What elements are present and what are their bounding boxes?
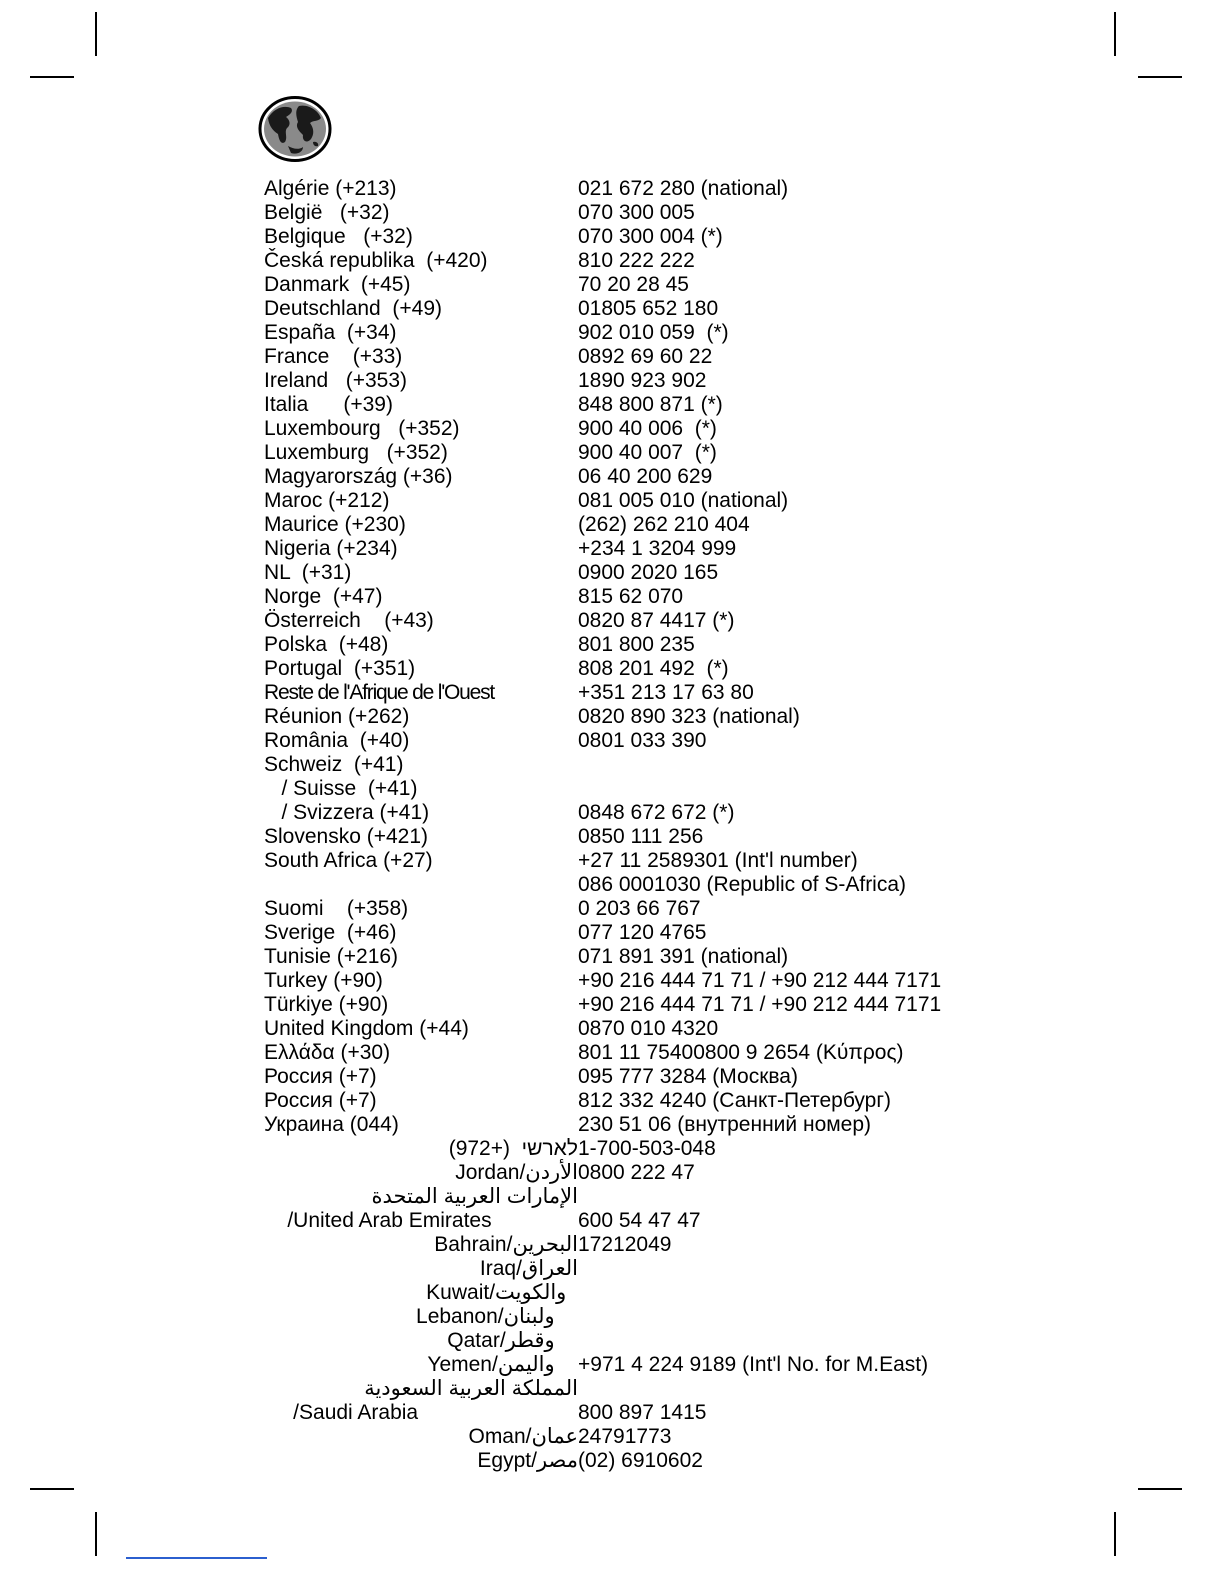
contact-row <box>264 705 984 729</box>
phone-number: 808 201 492 (*) <box>578 657 729 680</box>
country-label: ولبنان/Lebanon <box>416 1305 578 1328</box>
contact-row <box>264 537 984 561</box>
contact-row <box>264 1377 984 1401</box>
contact-row <box>264 201 984 225</box>
country-label: Norge (+47) <box>264 585 383 608</box>
phone-number <box>578 1185 984 1209</box>
country-label: Украина (044) <box>264 1113 399 1136</box>
country-label: Ελλάδα (+30) <box>264 1041 391 1064</box>
contact-row <box>264 561 984 585</box>
country-label: לארשי (+972) <box>448 1137 578 1160</box>
country-label: Réunion (+262) <box>264 705 410 728</box>
phone-number: 0820 87 4417 (*) <box>578 609 735 632</box>
contact-row <box>264 585 984 609</box>
country-label: Россия (+7) <box>264 1089 377 1112</box>
phone-number: +351 213 17 63 80 <box>578 681 754 704</box>
country-label: العراق/Iraq <box>479 1257 578 1280</box>
contact-row <box>264 969 984 993</box>
phone-number: 848 800 871 (*) <box>578 393 723 416</box>
contact-row <box>264 1017 984 1041</box>
phone-number: 812 332 4240 (Санкт-Петербург) <box>578 1089 891 1112</box>
phone-number: 0900 2020 165 <box>578 561 719 584</box>
phone-number: 17212049 <box>578 1233 672 1256</box>
phone-number: 815 62 070 <box>578 585 684 608</box>
country-label: واليمن/Yemen <box>427 1353 578 1376</box>
phone-number: 0801 033 390 <box>578 729 707 752</box>
country-label: البحرين/Bahrain <box>434 1233 578 1256</box>
phone-number: 24791773 <box>578 1425 672 1448</box>
country-label: Luxembourg (+352) <box>264 417 460 440</box>
contact-row <box>264 945 984 969</box>
country-label: المملكة العربية السعودية <box>364 1377 578 1400</box>
contact-row <box>264 321 984 345</box>
contact-row <box>264 897 984 921</box>
country-label: Maurice (+230) <box>264 513 406 536</box>
country-label: الأردن/Jordan <box>455 1161 578 1184</box>
phone-number: 086 0001030 (Republic of S-Africa) <box>578 873 907 896</box>
country-label: NL (+31) <box>264 561 352 584</box>
phone-number: 081 005 010 (national) <box>578 489 789 512</box>
contact-row <box>264 297 984 321</box>
contact-row <box>264 777 984 801</box>
contact-row <box>264 441 984 465</box>
phone-number <box>578 777 984 801</box>
contact-row <box>264 849 984 873</box>
phone-number: 0848 672 672 (*) <box>578 801 735 824</box>
country-label: Belgique (+32) <box>264 225 413 248</box>
phone-number: +90 216 444 71 71 / +90 212 444 7171 <box>578 969 942 992</box>
country-label: Algérie (+213) <box>264 177 397 200</box>
contact-row <box>264 1425 984 1449</box>
country-label: South Africa (+27) <box>264 849 433 872</box>
phone-number: 230 51 06 (внутренний номер) <box>578 1113 872 1136</box>
country-label: Italia (+39) <box>264 393 393 416</box>
contact-row <box>264 513 984 537</box>
contact-row <box>264 1233 984 1257</box>
phone-number: 801 800 235 <box>578 633 695 656</box>
country-label: România (+40) <box>264 729 410 752</box>
country-label: /United Arab Emirates <box>264 1209 492 1232</box>
country-label: België (+32) <box>264 201 390 224</box>
contact-row <box>264 1041 984 1065</box>
phone-number: 70 20 28 45 <box>578 273 689 296</box>
phone-number: 077 120 4765 <box>578 921 707 944</box>
crop-mark-top-right-horizontal <box>1138 76 1182 78</box>
phone-number: 0850 111 256 <box>578 825 704 848</box>
country-label: / Svizzera (+41) <box>264 801 430 824</box>
contact-row <box>264 633 984 657</box>
phone-number: 0870 010 4320 <box>578 1017 719 1040</box>
phone-number: 801 11 75400800 9 2654 (Κύπρος) <box>578 1041 904 1064</box>
phone-number: (262) 262 210 404 <box>578 513 750 536</box>
contact-row <box>264 465 984 489</box>
country-label <box>264 873 578 897</box>
contact-row <box>264 225 984 249</box>
contact-row <box>264 825 984 849</box>
contact-row <box>264 393 984 417</box>
phone-number: 0892 69 60 22 <box>578 345 713 368</box>
country-label: عمان/Oman <box>468 1425 578 1448</box>
phone-number: +90 216 444 71 71 / +90 212 444 7171 <box>578 993 942 1016</box>
country-label: الإمارات العربية المتحدة <box>371 1185 578 1208</box>
contact-row <box>264 609 984 633</box>
contact-row <box>264 1449 984 1473</box>
contact-row <box>264 729 984 753</box>
phone-number <box>578 1305 984 1329</box>
contact-row <box>264 1305 984 1329</box>
country-label: وقطر/Qatar <box>447 1329 578 1352</box>
contact-row <box>264 273 984 297</box>
country-label: Suomi (+358) <box>264 897 409 920</box>
phone-number: 06 40 200 629 <box>578 465 713 488</box>
phone-number: +27 11 2589301 (Int'l number) <box>578 849 858 872</box>
country-label: والكويت/Kuwait <box>426 1281 578 1304</box>
phone-number: 0800 222 47 <box>578 1161 695 1184</box>
country-label: France (+33) <box>264 345 403 368</box>
country-label: United Kingdom (+44) <box>264 1017 469 1040</box>
phone-number <box>578 1281 984 1305</box>
country-label: España (+34) <box>264 321 397 344</box>
phone-number: 095 777 3284 (Москва) <box>578 1065 798 1088</box>
footer-underline <box>126 1557 267 1559</box>
contact-list <box>264 177 984 1473</box>
phone-number: 1890 923 902 <box>578 369 707 392</box>
contact-row <box>264 1113 984 1137</box>
phone-number: 071 891 391 (national) <box>578 945 789 968</box>
phone-number: 070 300 005 <box>578 201 695 224</box>
contact-row <box>264 1329 984 1353</box>
contact-row <box>264 1185 984 1209</box>
contact-row <box>264 1209 984 1233</box>
contact-row <box>264 345 984 369</box>
country-label: / Suisse (+41) <box>264 777 418 800</box>
phone-number <box>578 1377 984 1401</box>
country-label: مصر/Egypt <box>477 1449 578 1472</box>
crop-mark-bottom-right-vertical <box>1114 1512 1116 1556</box>
country-label: Turkey (+90) <box>264 969 383 992</box>
phone-number: 900 40 007 (*) <box>578 441 717 464</box>
country-label: Slovensko (+421) <box>264 825 429 848</box>
contact-row <box>264 417 984 441</box>
globe-icon <box>258 96 332 162</box>
contact-row <box>264 1401 984 1425</box>
country-label: Reste de l'Afrique de l'Ouest <box>264 681 495 704</box>
crop-mark-bottom-left-horizontal <box>30 1488 74 1490</box>
crop-mark-top-right-vertical <box>1114 12 1116 56</box>
phone-number: 600 54 47 47 <box>578 1209 701 1232</box>
phone-number: 900 40 006 (*) <box>578 417 717 440</box>
country-label: Schweiz (+41) <box>264 753 404 776</box>
contact-row <box>264 1065 984 1089</box>
contact-row <box>264 1137 984 1161</box>
phone-number: 0 203 66 767 <box>578 897 701 920</box>
country-label: Nigeria (+234) <box>264 537 398 560</box>
country-label: Magyarország (+36) <box>264 465 453 488</box>
crop-mark-bottom-right-horizontal <box>1138 1488 1182 1490</box>
phone-number: 070 300 004 (*) <box>578 225 723 248</box>
phone-number <box>578 1257 984 1281</box>
phone-number: 800 897 1415 <box>578 1401 707 1424</box>
contact-row <box>264 489 984 513</box>
phone-number <box>578 753 984 777</box>
country-label: Luxemburg (+352) <box>264 441 448 464</box>
contact-row <box>264 753 984 777</box>
country-label: Danmark (+45) <box>264 273 411 296</box>
phone-number: 810 222 222 <box>578 249 695 272</box>
country-label: Россия (+7) <box>264 1065 377 1088</box>
contact-row <box>264 681 984 705</box>
phone-number: 0820 890 323 (national) <box>578 705 800 728</box>
contact-row <box>264 873 984 897</box>
country-label: Deutschland (+49) <box>264 297 443 320</box>
contact-row <box>264 1161 984 1185</box>
phone-number: 1-700-503-048 <box>578 1137 716 1160</box>
contact-row <box>264 921 984 945</box>
country-label: Sverige (+46) <box>264 921 397 944</box>
phone-number: 021 672 280 (national) <box>578 177 789 200</box>
phone-number: (02) 6910602 <box>578 1449 703 1472</box>
contact-row <box>264 1257 984 1281</box>
contact-row <box>264 801 984 825</box>
phone-number <box>578 1329 984 1353</box>
country-label: Polska (+48) <box>264 633 389 656</box>
country-label: Česká republika (+420) <box>264 249 488 272</box>
crop-mark-top-left-horizontal <box>30 76 74 78</box>
phone-number: 01805 652 180 <box>578 297 719 320</box>
country-label: Maroc (+212) <box>264 489 390 512</box>
country-label: Tunisie (+216) <box>264 945 399 968</box>
contact-row <box>264 177 984 201</box>
country-label: Ireland (+353) <box>264 369 408 392</box>
contact-row <box>264 657 984 681</box>
contact-row <box>264 1089 984 1113</box>
country-label: Österreich (+43) <box>264 609 434 632</box>
contact-row <box>264 993 984 1017</box>
phone-number: +971 4 224 9189 (Int'l No. for M.East) <box>578 1353 929 1376</box>
crop-mark-top-left-vertical <box>95 12 97 56</box>
contact-row <box>264 1281 984 1305</box>
contact-row <box>264 369 984 393</box>
contact-row <box>264 249 984 273</box>
contact-row <box>264 1353 984 1377</box>
phone-number: +234 1 3204 999 <box>578 537 737 560</box>
phone-number: 902 010 059 (*) <box>578 321 729 344</box>
country-label: /Saudi Arabia <box>264 1401 419 1424</box>
crop-mark-bottom-left-vertical <box>95 1512 97 1556</box>
country-label: Portugal (+351) <box>264 657 416 680</box>
country-label: Türkiye (+90) <box>264 993 389 1016</box>
